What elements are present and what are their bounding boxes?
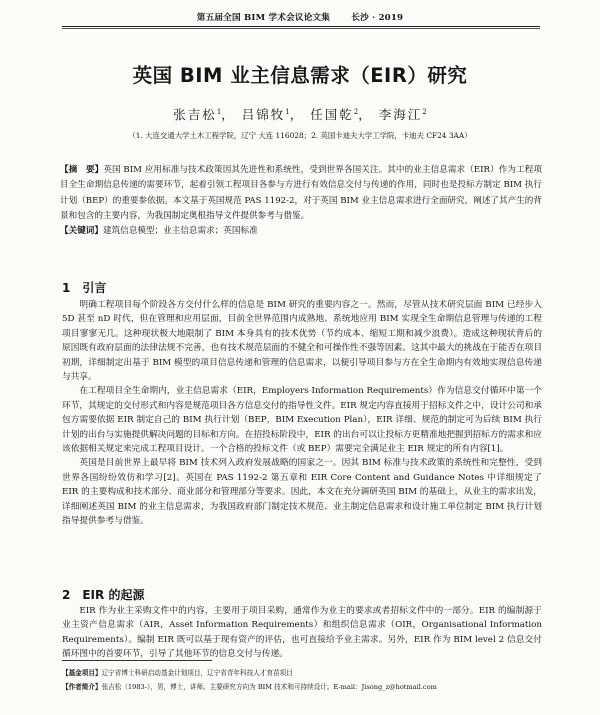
keywords-paragraph [60,224,542,239]
keywords-text: 建筑信息模型；业主信息需求；英国标准 [102,226,258,237]
author-affiliation-mark: 2 [422,107,427,116]
running-head [0,11,600,23]
author-name: 任国乾 [310,107,354,122]
footnote-text: 张吉松（1983-），男，博士，讲师。主要研究方向为 BIM 技术和可持续设计。E-mail：Jisong_z@hotmail.com [101,682,437,691]
author-list: 张吉松$^1$， 吕锦牧$^1$， 任国乾$^2$， 李海江$^2$ [173,107,427,122]
body-paragraph: 明确工程项目每个阶段各方交付什么样的信息是 BIM 研究的重要内容之一。然而，尽管从技术研究层面 BIM 已经步入 5D 甚至 nD 时代，但在管理和应用层面，目前全世界范围内成熟地、系统地应用 BIM 实现全生命期信息管理与传递的工程项目寥寥无几。这种现状极大地限制了 BIM 本身具有的技术优势（节约成本、缩短工期和减少浪费）。造成这种现状背后的原因既有政府层面的法律法规不完善，也有技术规范层面的不健全和可操作性不强等因素。这其中最大的挑战在于能否在项目初期，详细制定出基于 BIM 模型的项目信息传递和管理的信息需求，以便引导项目参与方在全生命期内有效地实现信息传递与共享。 [62,300,542,383]
footnote-rule [62,660,212,661]
running-location-year: 长沙 · 2019 [351,13,404,23]
footnote-label: 【作者简介】 [62,682,102,691]
footnote-label: 【基金项目】 [62,669,102,677]
section-title: 引言 [82,281,107,295]
abstract-label: 【摘 要】 [60,165,104,175]
abstract-text: 英国 BIM 应用标准与技术政策因其先进性和系统性，受到世界各国关注。其中的业主信息需求（EIR）作为工程项目全生命期信息传递的需要环节，起着引领工程项目各参与方进行有效信息交付与传递的作用，同时也是投标方制定 BIM 执行计划（BEP）的重要参依据。本文基于英国规范 PAS 1192-2，对于英国 BIM 业主信息需求进行全面研究，阐述了其产生的背景和包含的主要内容，为我国制定奥根指导文件提供参考与借鉴。 [60,165,542,221]
footnotes [62,667,542,694]
author-affiliation-mark: 1 [285,107,290,116]
section-number: 2 [62,588,71,602]
section-heading-origin [62,586,144,603]
section-title: EIR 的起源 [82,588,145,602]
abstract-paragraph [60,163,542,224]
running-title: 第五届全国 BIM 学术会议论文集 [196,13,331,23]
body-paragraph: 在工程项目全生命期内，业主信息需求（EIR，Employers Information Requirements）作为信息交付循环中第一个环节，其规定的交付形式和内容是规范项目各方信息交付的指导性文件。EIR 规定内容直接用于招标文件之中，设计公司和承包方需要依据 EIR 制定自己的 BIM 执行计划（BEP，BIM Execution Plan），EIR 详细、规范的制定可为后续 BIM 执行计划的出台与实施提供解决问题的目标和方向。在招投标阶段中，EIR 的出台可以让投标方更精准地把握到招标方的需求和应该依据相关规定来完成工程项目设计。一个合格的投标文件（或 BEP）需要完全满足业主 EIR 规定的所有内容[1]。 [62,386,542,455]
footnote-author-bio [62,681,542,695]
header-rule [62,26,540,27]
author-affiliation-mark: 1 [216,107,222,116]
author-affiliation-mark: 2 [353,107,359,116]
section-body-origin [62,604,542,662]
affiliations: （1. 大连交通大学土木工程学院，辽宁 大连 116028；2. 英国卡迪夫大学工学院，卡迪夫 CF24 3AA） [128,131,472,140]
section-number: 1 [62,281,71,295]
section-body-introduction [62,298,542,529]
body-paragraph: EIR 作为业主采购文件中的内容，主要用于项目采购，通常作为业主的要求或者招标文件中的一部分。EIR 的编制源于业主资产信息需求（AIR，Asset Information Requirements）和组织信息需求（OIR，Organisational Information Requirements）。编制 EIR 既可以基于现有资产的评估，也可直接给予业主需求。另外，EIR 作为 BIM level 2 信息交付循环图中的首要环节，引导了其他环节的信息交付与传递。 [62,606,542,660]
author-name: 李海江 [378,107,423,122]
abstract-block [60,163,542,239]
header-rule-thin [62,28,540,29]
footnote-text: 辽宁省博士科研启动基金计划项目，辽宁省青年科技人才育苗项目 [101,669,293,677]
body-paragraph: 英国是目前世界上最早将 BIM 技术列入政府发展战略的国家之一。因其 BIM 标准与技术政策的系统性和完整性，受到世界各国纷纷效仿和学习[2]。英国在 PAS 1192-2 第五章和 EIR Core Content and Guidance Notes 中详细规定了 EIR 的主要构成和技术部分、商业部分和管理部分等要求。因此，本文在充分调研英国 BIM 的基础上，从业主的需求出发，详细阐述英国 BIM 的业主信息需求，为我国政府部门制定技术规范、业主制定信息需求和设计施工单位制定 BIM 执行计划指导提供参考与借鉴。 [62,458,542,527]
keywords-label: 【关键词】 [60,226,103,237]
paper-title: 英国 BIM 业主信息需求（EIR）研究 [132,64,468,87]
footnote-funding [62,667,542,681]
section-heading-introduction [62,279,106,296]
author-name: 吕锦牧 [241,107,286,122]
author-name: 张吉松 [173,107,217,122]
